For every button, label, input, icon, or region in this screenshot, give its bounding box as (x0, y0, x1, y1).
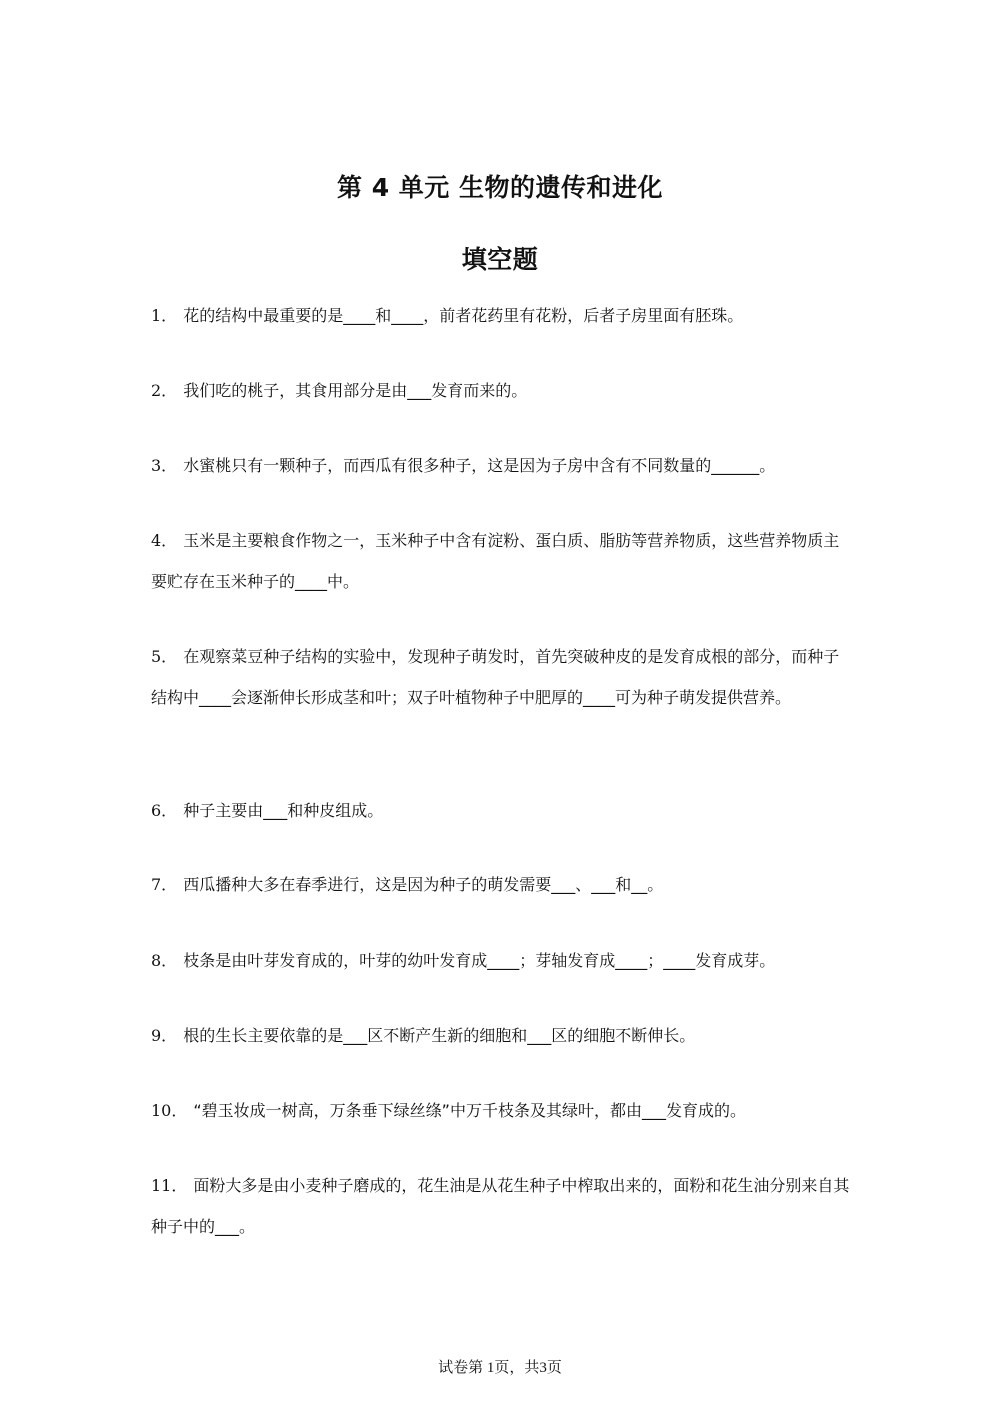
question-number: 5． (151, 647, 178, 666)
question-text: 在观察菜豆种子结构的实验中，发现种子萌发时，首先突破种皮的是发育成根的部分，而种子结构中____会逐渐伸长形成茎和叶；双子叶植物种子中肥厚的____可为种子萌发提供营养。 (151, 647, 840, 707)
question-number: 10． (151, 1101, 188, 1120)
question-text: 西瓜播种大多在春季进行，这是因为种子的萌发需要___、___和__。 (183, 875, 664, 894)
question-3 (151, 445, 851, 486)
question-text: 玉米是主要粮食作物之一，玉米种子中含有淀粉、蛋白质、脂肪等营养物质，这些营养物质主要贮存在玉米种子的____中。 (151, 531, 840, 591)
question-text: 花的结构中最重要的是____和____，前者花药里有花粉，后者子房里面有胚珠。 (183, 306, 744, 325)
question-10 (151, 1090, 851, 1131)
question-number: 1． (151, 306, 178, 325)
question-text: 枝条是由叶芽发育成的，叶芽的幼叶发育成____；芽轴发育成____；____发育成芽。 (183, 951, 776, 970)
question-text: 我们吃的桃子，其食用部分是由___发育而来的。 (183, 381, 528, 400)
question-7 (151, 864, 851, 905)
document-title: 第 4 单元 生物的遗传和进化 (336, 173, 663, 202)
page-footer: 试卷第 1页，共3页 (438, 1360, 562, 1376)
question-number: 7． (151, 875, 178, 894)
question-number: 2． (151, 381, 178, 400)
question-2 (151, 370, 851, 411)
question-8 (151, 940, 851, 981)
question-number: 8． (151, 951, 178, 970)
question-9 (151, 1015, 851, 1056)
question-number: 3． (151, 456, 178, 475)
question-11 (151, 1165, 851, 1247)
question-number: 4． (151, 531, 178, 550)
question-text: 面粉大多是由小麦种子磨成的，花生油是从花生种子中榨取出来的，面粉和花生油分别来自其种子中的___。 (151, 1176, 850, 1236)
question-5 (151, 636, 851, 718)
question-4 (151, 520, 851, 602)
section-title: 填空题 (461, 245, 539, 274)
question-1 (151, 295, 851, 336)
question-text: 根的生长主要依靠的是___区不断产生新的细胞和___区的细胞不断伸长。 (183, 1026, 696, 1045)
question-text: 水蜜桃只有一颗种子，而西瓜有很多种子，这是因为子房中含有不同数量的______。 (183, 456, 776, 475)
question-number: 11． (151, 1176, 188, 1195)
question-text: “碧玉妆成一树高，万条垂下绿丝绦”中万千枝条及其绿叶，都由___发育成的。 (193, 1101, 746, 1120)
question-text: 种子主要由___和种皮组成。 (183, 801, 384, 820)
question-6 (151, 790, 851, 831)
question-number: 9． (151, 1026, 178, 1045)
question-number: 6． (151, 801, 178, 820)
